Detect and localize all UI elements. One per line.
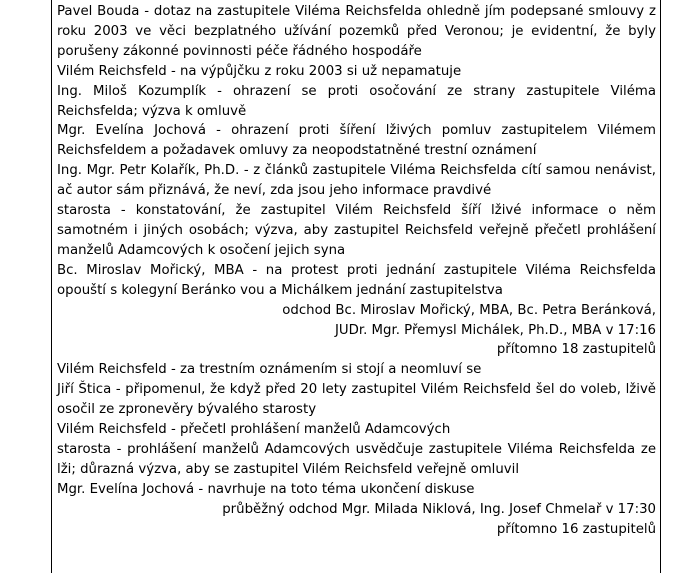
entry-vilem-reichsfeld-3: Vilém Reichsfeld - přečetl prohlášení manželů Adamcových <box>57 422 451 438</box>
present-count-1: přítomno 18 zastupitelů <box>496 342 656 358</box>
entry-evelina-jochova-1: Mgr. Evelína Jochová - ohrazení proti šíření lživých pomluv zastupitelem Vilémem Reichsfeldem a požadavek omluvy za neopodstatněné trestní oznámení <box>57 123 656 159</box>
entry-milos-kozumplik: Ing. Miloš Kozumplík - ohrazení se proti osočování ze strany zastupitele Viléma Reichsfelda; výzva k omluvě <box>57 83 656 119</box>
minutes-document <box>51 0 661 573</box>
entry-vilem-reichsfeld-1: Vilém Reichsfeld - na výpůjčku z roku 2003 si už nepamatuje <box>57 63 462 79</box>
entry-miroslav-moricky: Bc. Miroslav Mořický, MBA - na protest proti jednání zastupitele Viléma Reichsfelda opouští s kolegyní Beránko vou a Michálkem jednání zastupitelstva <box>57 262 656 298</box>
present-count-2: přítomno 16 zastupitelů <box>496 521 656 537</box>
entry-starosta-2: starosta - prohlášení manželů Adamcových usvědčuje zastupitele Viléma Reichsfelda ze lži; důrazná výzva, aby se zastupitel Vilém Reichsfeld veřejně omluvil <box>57 441 656 477</box>
entry-starosta-1: starosta - konstatování, že zastupitel Vilém Reichsfeld šíří lživé informace o něm samotném i jiných osobách; výzva, aby zastupitel Reichsfeld veřejně přečetl prohlášení manželů Adamcových k osočení jejich syna <box>57 203 656 258</box>
departure-1-line-2: JUDr. Mgr. Přemysl Michálek, Ph.D., MBA v 17:16 <box>334 322 656 338</box>
entry-petr-kolarik: Ing. Mgr. Petr Kolařík, Ph.D. - z článků zastupitele Viléma Reichsfelda cítí samou nenávist, ač autor sám přiznává, že neví, zda jsou jeho informace pravdivé <box>57 163 656 199</box>
departure-2-line-1: průběžný odchod Mgr. Milada Niklová, Ing. Josef Chmelař v 17:30 <box>222 501 656 517</box>
entry-vilem-reichsfeld-2: Vilém Reichsfeld - za trestním oznámením si stojí a neomluví se <box>57 362 482 378</box>
entry-pavel-bouda: Pavel Bouda - dotaz na zastupitele Viléma Reichsfelda ohledně jím podepsané smlouvy z roku 2003 ve věci bezplatného užívání pozemků před Veronou; je evidentní, že byly porušeny zákonné povinnosti péče řádného hospodáře <box>57 4 656 59</box>
departure-1-line-1: odchod Bc. Miroslav Mořický, MBA, Bc. Petra Beránková, <box>282 302 656 318</box>
entry-evelina-jochova-2: Mgr. Evelína Jochová - navrhuje na toto téma ukončení diskuse <box>57 481 475 497</box>
entry-jiri-stica: Jiří Štica - připomenul, že když před 20 lety zastupitel Vilém Reichsfeld šel do voleb, lživě osočil ze zpronevěry bývalého starosty <box>57 382 656 418</box>
